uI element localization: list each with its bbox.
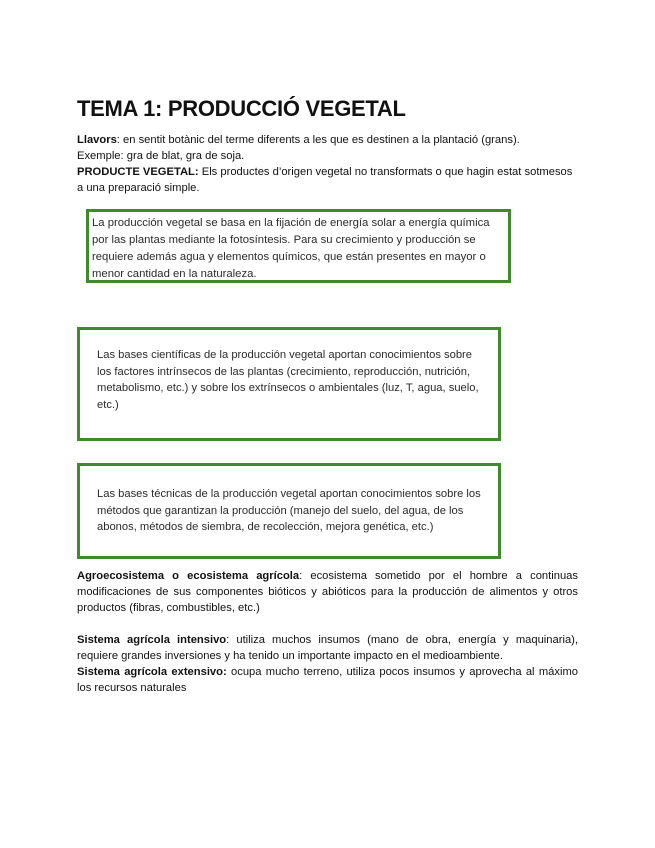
llavors-term: Llavors	[77, 134, 117, 146]
agroecosystem-term: Agroecosistema o ecosistema agrícola	[77, 570, 300, 582]
intro-section	[77, 132, 577, 196]
technical-bases-box	[77, 463, 501, 559]
page-title: TEMA 1: PRODUCCIÓ VEGETAL	[77, 96, 406, 121]
llavors-definition	[77, 132, 577, 148]
photosynthesis-text: La producción vegetal se basa en la fijación de energía solar a energía química por las plantas mediante la fotosíntesis. Para su crecimiento y producción se requiere además agua y elementos químicos, que están presentes en mayor o menor cantidad en la naturaleza.	[92, 217, 490, 280]
extensive-system-definition	[77, 664, 578, 696]
definitions-section	[77, 568, 578, 696]
photosynthesis-box	[86, 209, 511, 283]
technical-bases-text: Las bases técnicas de la producción vegetal aportan conocimientos sobre los métodos que garantizan la producción (manejo del suelo, del agua, de los abonos, métodos de siembra, de recolección, mejora genética, etc.)	[97, 488, 481, 533]
scientific-bases-box	[77, 327, 501, 441]
extensive-system-term: Sistema agrícola extensivo:	[77, 666, 227, 678]
producte-vegetal-text: Els productes d’origen vegetal no transformats o que hagin estat sotmesos a una preparació simple.	[77, 166, 573, 194]
intensive-system-definition	[77, 632, 578, 664]
extensive-system-text: ocupa mucho terreno, utiliza pocos insumos y aprovecha al máximo los recursos naturales	[77, 666, 578, 694]
agroecosystem-definition	[77, 568, 578, 616]
llavors-text: : en sentit botànic del terme diferents a les que es destinen a la plantació (grans).	[116, 134, 520, 146]
producte-vegetal-term: PRODUCTE VEGETAL:	[77, 166, 199, 178]
agroecosystem-text: : ecosistema sometido por el hombre a continuas modificaciones de sus componentes bióticos y abióticos para la producción de alimentos y otros productos (fibras, combustibles, etc.)	[77, 570, 578, 614]
example-line: Exemple: gra de blat, gra de soja.	[77, 150, 245, 162]
intensive-system-text: : utiliza muchos insumos (mano de obra, energía y maquinaria), requiere grandes inversiones y ha tenido un importante impacto en el medioambiente.	[77, 634, 579, 662]
scientific-bases-text: Las bases científicas de la producción vegetal aportan conocimientos sobre los factores intrínsecos de las plantas (crecimiento, reproducción, nutrición, metabolismo, etc.) y sobre los extrínsecos o ambientales (luz, T, agua, suelo, etc.)	[97, 349, 479, 411]
producte-vegetal-definition	[77, 164, 577, 196]
paragraph-gap	[77, 616, 578, 632]
intensive-system-term: Sistema agrícola intensivo	[77, 634, 227, 646]
